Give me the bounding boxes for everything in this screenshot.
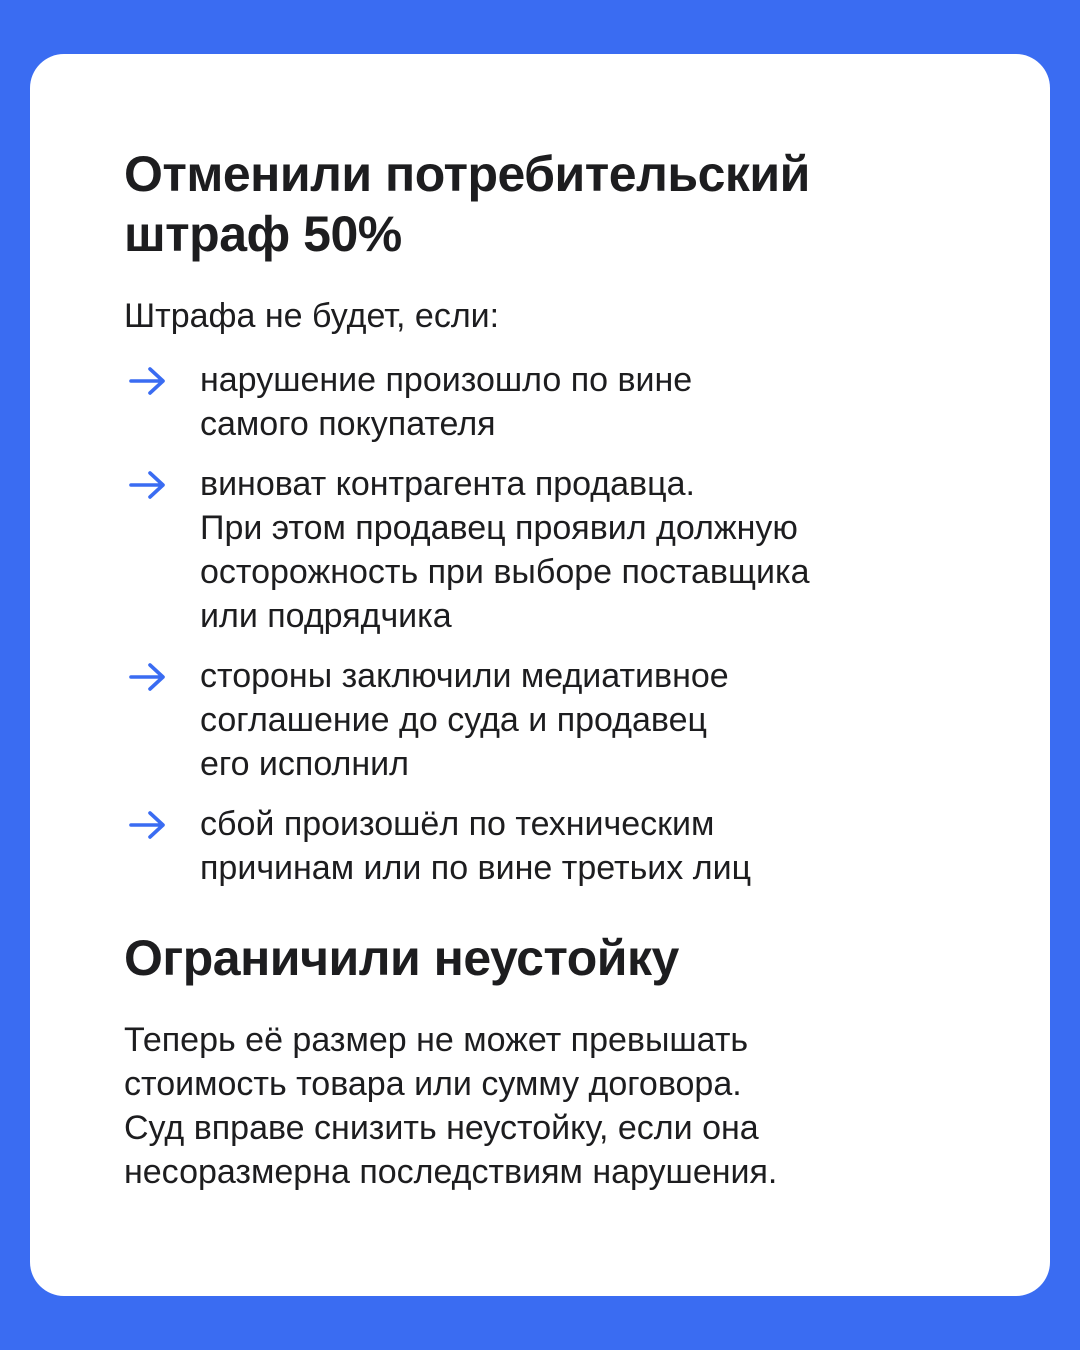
list-item-line: соглашение до суда и продавец <box>200 701 707 739</box>
section1-title <box>124 144 964 264</box>
list-item-line: сбой произошёл по техническим <box>200 805 715 843</box>
section2-paragraph <box>124 1018 964 1194</box>
list-item-line: причинам или по вине третьих лиц <box>200 849 752 887</box>
list-item-line: его исполнил <box>200 745 409 783</box>
section2-title: Ограничили неустойку <box>124 930 679 986</box>
section1-title-line: Отменили потребительский <box>124 146 810 202</box>
arrow-right-icon <box>128 470 168 500</box>
arrow-right-icon <box>128 662 168 692</box>
list-item-line: осторожность при выборе поставщика <box>200 553 810 591</box>
list-item-line: самого покупателя <box>200 405 496 443</box>
content-card <box>30 54 1050 1296</box>
conditions-list <box>124 358 964 890</box>
list-item-line: стороны заключили медиативное <box>200 657 729 695</box>
list-item <box>124 462 964 638</box>
arrow-right-icon <box>128 366 168 396</box>
list-item-line: виноват контрагента продавца. <box>200 465 695 503</box>
list-item <box>124 358 964 446</box>
list-item <box>124 654 964 786</box>
list-item-line: При этом продавец проявил должную <box>200 509 798 547</box>
card-content <box>124 144 964 1194</box>
paragraph-line: несоразмерна последствиям нарушения. <box>124 1153 778 1191</box>
section1-intro: Штрафа не будет, если: <box>124 297 500 335</box>
list-item <box>124 802 964 890</box>
paragraph-line: стоимость товара или сумму договора. <box>124 1065 742 1103</box>
list-item-line: или подрядчика <box>200 597 452 635</box>
arrow-right-icon <box>128 810 168 840</box>
paragraph-line: Суд вправе снизить неустойку, если она <box>124 1109 759 1147</box>
list-item-line: нарушение произошло по вине <box>200 361 693 399</box>
paragraph-line: Теперь её размер не может превышать <box>124 1021 749 1059</box>
section1-title-line: штраф 50% <box>124 206 402 262</box>
